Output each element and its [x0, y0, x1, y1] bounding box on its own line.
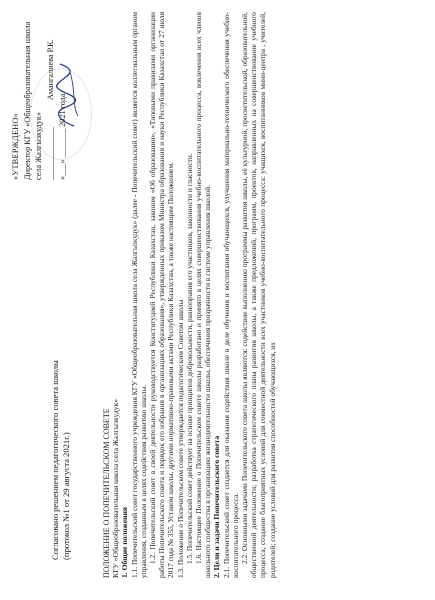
paragraph-1-3: 1.3. Положение о Попечительском совете утверждается педагогическим Советом школы: [175, 299, 185, 578]
approval-title: «УТВЕРЖДЕНО»: [11, 112, 20, 180]
paragraph-2-2: 2.2. Основными задачами Попечительского совета школы являются: содействие выполнению программы развития школы, её культурной, просветительской, образовательной, общественной деятельности; разработка стратегического плана развития школы, а также предложений, программ, проектов, направленных на совершенствование учебного процесса; создание благоприятных условий для совместной деятельности всех участников учебно-воспитательного процесса: учащихся, воспитанников мини-центра , учителей, родителей; создание условий для развития способностей обучающихся, их: [240, 12, 277, 578]
handwritten-signature: [48, 60, 86, 130]
signature-line: _____________: [45, 126, 55, 180]
agreement-note: [50, 260, 72, 560]
approval-line-2: села Жалгызкудук»: [34, 112, 43, 180]
paragraph-1-1: 1.1. Попечительский совет государственного учреждения КГУ «Общеобразовательная школа села Жалгызкудук» (далее - Попечительский совет) является коллегиальным органом управления, созданным в целях содействия развитию школы.: [129, 12, 148, 578]
section-heading-general: 1. Общие положения: [120, 507, 130, 578]
agreement-line-1: Согласовано решением педагогического совета школы: [50, 360, 60, 560]
document-title: ПОЛОЖЕНИЕ О ПОПЕЧИТЕЛЬСКОМ СОВЕТЕ: [102, 408, 111, 578]
approval-date: «___» _______ 2021 года: [57, 93, 67, 180]
section-heading-goals: 2. Цели и задачи Попечительского совета: [212, 435, 222, 578]
paragraph-1-2: 1.2. Попечительский совет в своей деятельности руководствуется Конституцией Республики Казахстан, законом «Об образовании», «Типовыми правилами организации работы Попечительского совета и порядок его избрания в организациях образования», утвержденных приказом Министра образования и науки Республики Казахстан от 27 июля 2017 года № 355, Уставом школы, другими нормативно-правовыми актами Республики Казахстан, а также настоящим Положением.: [148, 12, 176, 578]
paragraph-1-5: 1.5. Попечительский совет действует на основе принципов добровольности, равноправия его участников, законности и гласности.: [184, 153, 194, 564]
signatory-name: Амангалиева Р.К.: [45, 39, 55, 100]
approval-line-1: Директор КГУ «Общеобразовательная школа: [22, 21, 32, 180]
agreement-line-2: (протокол №1 от 29 августа 2021г.): [61, 432, 71, 560]
document-subtitle: КГУ «Общеобразовательная школа села Жалгызкудук»: [111, 398, 121, 578]
paragraph-2-1: 2.1. Попечительский совет создается для оказания содействия школе в деле обучения и воспитания обучающихся, улучшения материально-технического обеспечения учебно-воспитательного процесса.: [221, 12, 240, 578]
document-body: [102, 12, 277, 578]
paragraph-1-6: 1.6. Настоящее Положение о Попечительском совете школы разработано и принято в целях совершенствования учебно-воспитательного процесса, вовлечения всех членов школьного сообщества в организацию жизнедеятельности школы, обеспечения прозрачности в системе управления школой.: [194, 12, 213, 578]
